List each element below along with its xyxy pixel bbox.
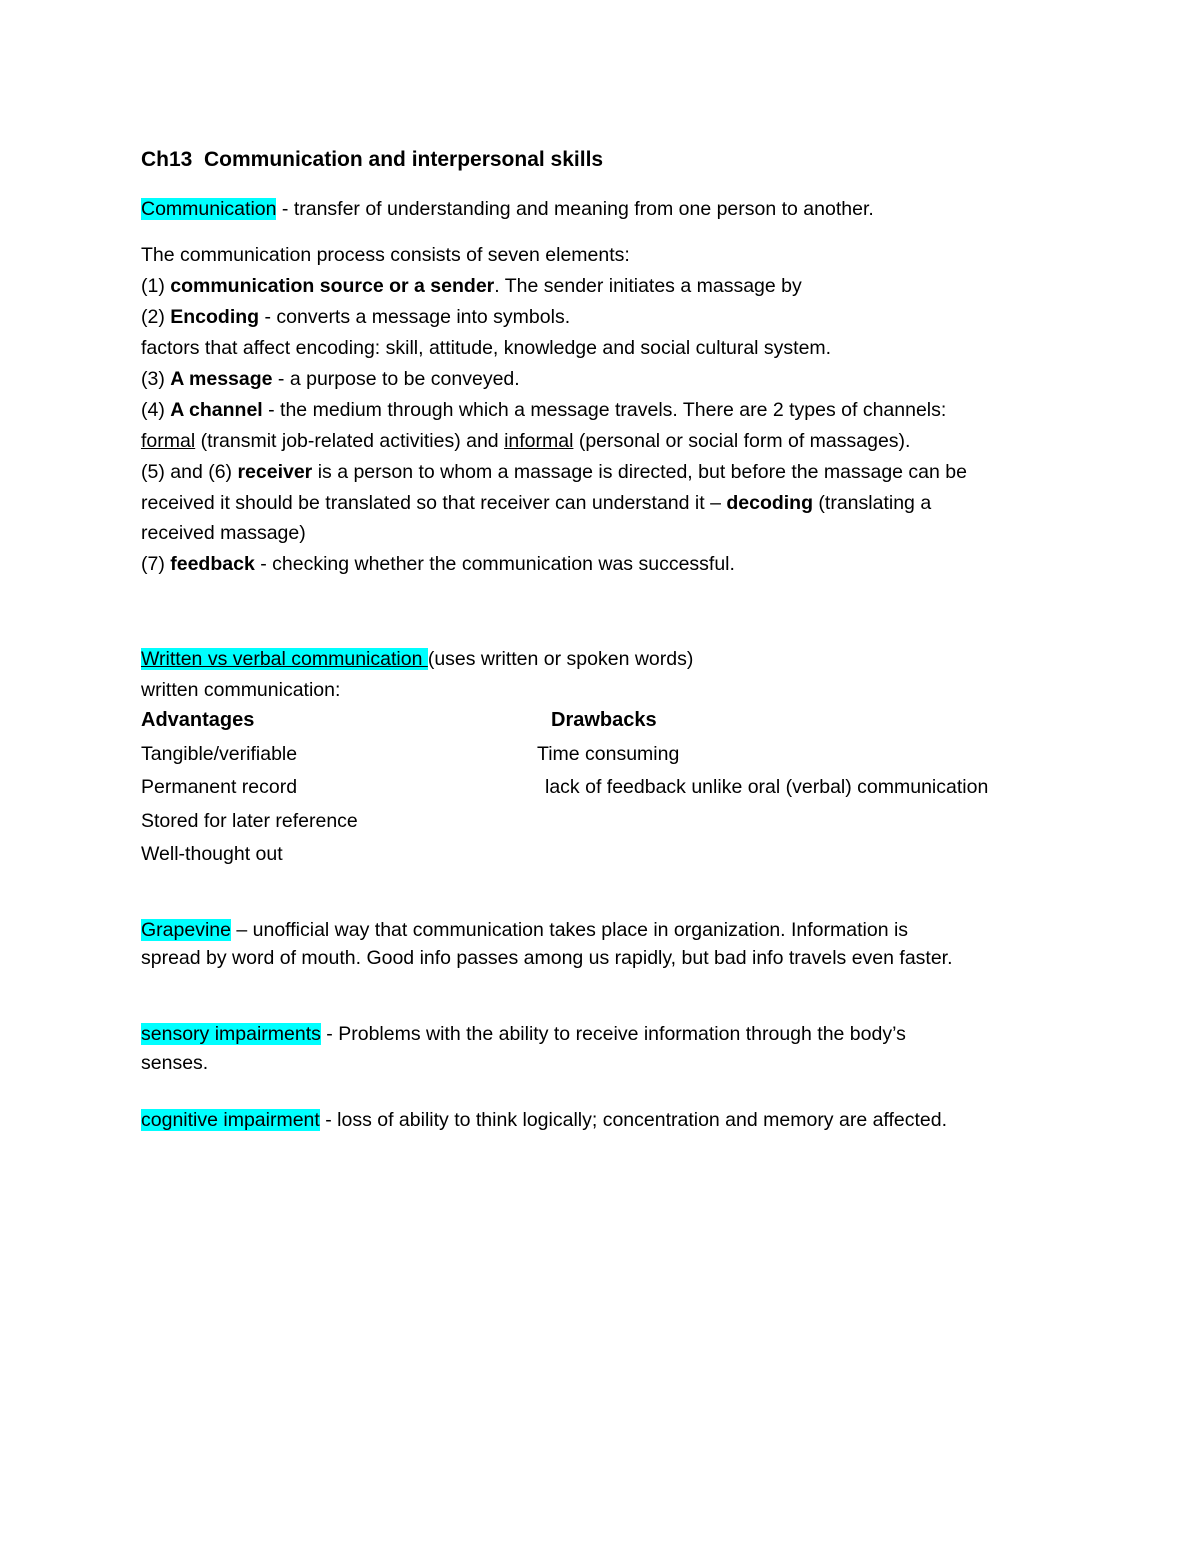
- element-number: (7): [141, 553, 171, 575]
- cognitive-definition: [141, 1107, 947, 1133]
- element-text: is a person to whom a massage is directed, but before the massage can be: [312, 461, 967, 483]
- written-communication-label: written communication:: [141, 679, 341, 701]
- definition-text: - transfer of understanding and meaning from one person to another.: [276, 198, 874, 220]
- process-intro: The communication process consists of seven elements:: [141, 244, 630, 266]
- decoding-pre: received it should be translated so that receiver can understand it –: [141, 492, 727, 514]
- written-vs-verbal: [141, 646, 693, 672]
- grapevine-text: – unofficial way that communication takes place in organization. Information is: [230, 919, 909, 941]
- drawback-item: lack of feedback unlike oral (verbal) communication: [545, 776, 989, 798]
- informal-desc: (personal or social form of massages).: [573, 430, 911, 452]
- decoding-term: decoding: [726, 492, 814, 514]
- formal-term: formal: [141, 430, 196, 452]
- element-text: - the medium through which a message travels. There are 2 types of channels:: [262, 399, 947, 421]
- element-number: (3): [141, 368, 171, 390]
- element-number: (1): [141, 275, 171, 297]
- grapevine-definition: [141, 917, 908, 943]
- process-element-7: [141, 551, 735, 577]
- element-text: . The sender initiates a massage by: [494, 275, 802, 297]
- advantages-header: Advantages: [141, 709, 255, 731]
- written-vs-verbal-desc: (uses written or spoken words): [427, 648, 694, 670]
- element-term: Encoding: [170, 306, 260, 328]
- element-term: communication source or a sender: [170, 275, 495, 297]
- process-element-2: [141, 304, 570, 330]
- element-text: - converts a message into symbols.: [259, 306, 571, 328]
- term-written-vs-verbal: Written vs verbal communication: [141, 648, 428, 670]
- element-text: - checking whether the communication was successful.: [254, 553, 735, 575]
- element-term: A message: [170, 368, 273, 390]
- process-element-3: [141, 366, 520, 392]
- process-element-1: [141, 273, 802, 299]
- drawbacks-header: Drawbacks: [551, 709, 657, 731]
- informal-term: informal: [504, 430, 574, 452]
- term-grapevine: Grapevine: [141, 919, 231, 941]
- advantage-item: Stored for later reference: [141, 810, 358, 832]
- decoding-line-end: received massage): [141, 522, 306, 544]
- decoding-line: [141, 490, 931, 516]
- element-number: (4): [141, 399, 171, 421]
- element-text: - a purpose to be conveyed.: [272, 368, 520, 390]
- grapevine-line-2: spread by word of mouth. Good info passes among us rapidly, but bad info travels even faster.: [141, 947, 953, 969]
- advantage-item: Permanent record: [141, 776, 298, 798]
- sensory-text: - Problems with the ability to receive information through the body’s: [320, 1023, 906, 1045]
- cognitive-text: - loss of ability to think logically; concentration and memory are affected.: [319, 1109, 948, 1131]
- process-element-4: [141, 397, 946, 423]
- channel-types: [141, 428, 910, 454]
- definition-communication: [141, 196, 874, 222]
- advantage-item: Tangible/verifiable: [141, 743, 298, 765]
- decoding-text: (translating a: [813, 492, 932, 514]
- page-title: Ch13 Communication and interpersonal skills: [141, 148, 604, 171]
- sensory-line-2: senses.: [141, 1052, 209, 1074]
- sensory-definition: [141, 1021, 906, 1047]
- term-cognitive-impairment: cognitive impairment: [141, 1109, 320, 1131]
- drawback-item: Time consuming: [537, 743, 680, 765]
- element-term: receiver: [237, 461, 313, 483]
- process-element-5-6: [141, 459, 967, 485]
- term-communication: Communication: [141, 198, 277, 220]
- element-number: (5) and (6): [141, 461, 238, 483]
- advantage-item: Well-thought out: [141, 843, 283, 865]
- element-term: A channel: [170, 399, 263, 421]
- formal-desc: (transmit job-related activities) and: [195, 430, 505, 452]
- term-sensory-impairments: sensory impairments: [141, 1023, 321, 1045]
- encoding-factors: factors that affect encoding: skill, attitude, knowledge and social cultural system.: [141, 337, 832, 359]
- element-number: (2): [141, 306, 171, 328]
- element-term: feedback: [170, 553, 255, 575]
